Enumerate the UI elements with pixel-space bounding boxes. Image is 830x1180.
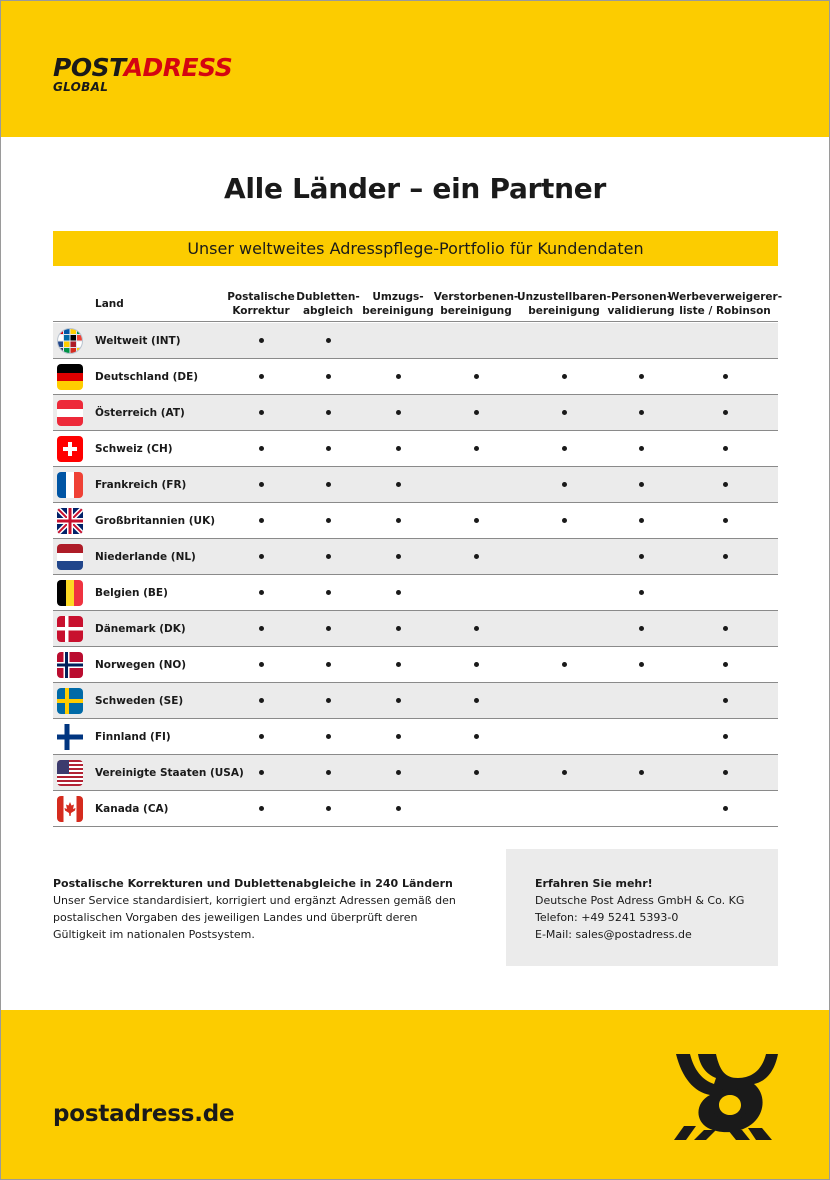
subtitle-banner: Unser weltweites Adresspflege-Portfolio für Kundendaten bbox=[53, 231, 778, 266]
service-available-dot bbox=[626, 575, 656, 610]
service-available-dot bbox=[710, 395, 740, 430]
bullet-icon bbox=[259, 626, 264, 631]
column-header: Personen- validierung bbox=[607, 290, 675, 317]
table-row bbox=[53, 467, 778, 503]
bullet-icon bbox=[639, 374, 644, 379]
service-available-dot bbox=[246, 503, 276, 538]
table-row bbox=[53, 611, 778, 647]
service-available-dot bbox=[246, 683, 276, 718]
bullet-icon bbox=[562, 374, 567, 379]
service-available-dot bbox=[383, 755, 413, 790]
service-available-dot bbox=[549, 467, 579, 502]
bullet-icon bbox=[259, 590, 264, 595]
service-available-dot bbox=[383, 467, 413, 502]
column-header: Postalische Korrektur bbox=[227, 290, 295, 317]
footnote-body: Unser Service standardisiert, korrigiert und ergänzt Adressen gemäß den postalischen Vorgaben des jeweiligen Landes und überprüft deren Gültigkeit im nationalen Postsystem. bbox=[53, 894, 456, 941]
table-row bbox=[53, 719, 778, 755]
bullet-icon bbox=[259, 698, 264, 703]
service-available-dot bbox=[383, 611, 413, 646]
service-available-dot bbox=[549, 395, 579, 430]
flag-de-icon bbox=[57, 364, 83, 390]
bullet-icon bbox=[396, 518, 401, 523]
bullet-icon bbox=[326, 410, 331, 415]
country-name: Vereinigte Staaten (USA) bbox=[95, 766, 244, 779]
service-available-dot bbox=[383, 719, 413, 754]
bullet-icon bbox=[326, 590, 331, 595]
bullet-icon bbox=[562, 482, 567, 487]
bullet-icon bbox=[396, 662, 401, 667]
bullet-icon bbox=[396, 482, 401, 487]
service-available-dot bbox=[549, 359, 579, 394]
column-header: Werbeverweigerer- liste / Robinson bbox=[667, 290, 783, 317]
bullet-icon bbox=[396, 410, 401, 415]
flag-usa-icon bbox=[57, 760, 83, 786]
bullet-icon bbox=[326, 698, 331, 703]
service-available-dot bbox=[710, 539, 740, 574]
bullet-icon bbox=[562, 518, 567, 523]
service-available-dot bbox=[461, 683, 491, 718]
country-name: Weltweit (INT) bbox=[95, 334, 181, 347]
country-name: Frankreich (FR) bbox=[95, 478, 187, 491]
service-available-dot bbox=[710, 359, 740, 394]
service-available-dot bbox=[549, 503, 579, 538]
service-available-dot bbox=[246, 647, 276, 682]
bullet-icon bbox=[639, 662, 644, 667]
bullet-icon bbox=[562, 446, 567, 451]
bullet-icon bbox=[396, 446, 401, 451]
flag-ca-icon bbox=[57, 796, 83, 822]
column-header: Verstorbenen- bereinigung bbox=[433, 290, 519, 317]
table-row bbox=[53, 359, 778, 395]
bullet-icon bbox=[259, 734, 264, 739]
service-available-dot bbox=[383, 359, 413, 394]
bullet-icon bbox=[326, 806, 331, 811]
bullet-icon bbox=[474, 446, 479, 451]
service-available-dot bbox=[549, 647, 579, 682]
service-available-dot bbox=[246, 323, 276, 358]
country-name: Finnland (FI) bbox=[95, 730, 171, 743]
bullet-icon bbox=[259, 806, 264, 811]
bullet-icon bbox=[723, 554, 728, 559]
flag-fr-icon bbox=[57, 472, 83, 498]
country-name: Dänemark (DK) bbox=[95, 622, 186, 635]
table-row bbox=[53, 683, 778, 719]
service-available-dot bbox=[461, 503, 491, 538]
bullet-icon bbox=[639, 446, 644, 451]
service-available-dot bbox=[313, 503, 343, 538]
bullet-icon bbox=[639, 590, 644, 595]
bullet-icon bbox=[723, 806, 728, 811]
bullet-icon bbox=[326, 446, 331, 451]
bullet-icon bbox=[474, 374, 479, 379]
bullet-icon bbox=[639, 410, 644, 415]
table-row bbox=[53, 791, 778, 827]
bullet-icon bbox=[396, 590, 401, 595]
country-name: Niederlande (NL) bbox=[95, 550, 196, 563]
bullet-icon bbox=[396, 698, 401, 703]
table-row bbox=[53, 539, 778, 575]
service-available-dot bbox=[383, 503, 413, 538]
contact-phone: Telefon: +49 5241 5393-0 bbox=[535, 911, 679, 924]
bullet-icon bbox=[562, 410, 567, 415]
table-row bbox=[53, 323, 778, 359]
service-available-dot bbox=[383, 647, 413, 682]
contact-title: Erfahren Sie mehr! bbox=[535, 877, 653, 890]
contact-email: E-Mail: sales@postadress.de bbox=[535, 928, 692, 941]
country-name: Schweden (SE) bbox=[95, 694, 184, 707]
country-name: Kanada (CA) bbox=[95, 802, 169, 815]
bullet-icon bbox=[474, 410, 479, 415]
service-available-dot bbox=[383, 431, 413, 466]
bullet-icon bbox=[723, 626, 728, 631]
service-available-dot bbox=[246, 359, 276, 394]
service-available-dot bbox=[710, 503, 740, 538]
bullet-icon bbox=[474, 662, 479, 667]
bullet-icon bbox=[723, 770, 728, 775]
service-available-dot bbox=[461, 611, 491, 646]
table-header bbox=[53, 286, 783, 322]
service-available-dot bbox=[710, 683, 740, 718]
page-title: Alle Länder – ein Partner bbox=[224, 172, 606, 205]
service-available-dot bbox=[626, 395, 656, 430]
service-available-dot bbox=[313, 575, 343, 610]
bullet-icon bbox=[723, 662, 728, 667]
contact-box bbox=[506, 849, 778, 966]
service-available-dot bbox=[313, 719, 343, 754]
bullet-icon bbox=[396, 626, 401, 631]
service-available-dot bbox=[313, 647, 343, 682]
footnote bbox=[53, 875, 473, 943]
bullet-icon bbox=[326, 374, 331, 379]
country-table bbox=[53, 323, 778, 827]
bullet-icon bbox=[723, 698, 728, 703]
service-available-dot bbox=[313, 791, 343, 826]
service-available-dot bbox=[383, 683, 413, 718]
service-available-dot bbox=[383, 575, 413, 610]
bullet-icon bbox=[259, 518, 264, 523]
service-available-dot bbox=[626, 467, 656, 502]
postadress-global-logo: POSTADRESS GLOBAL bbox=[53, 53, 233, 94]
bullet-icon bbox=[326, 518, 331, 523]
service-available-dot bbox=[313, 431, 343, 466]
country-name: Belgien (BE) bbox=[95, 586, 168, 599]
bullet-icon bbox=[639, 770, 644, 775]
service-available-dot bbox=[246, 539, 276, 574]
service-available-dot bbox=[313, 683, 343, 718]
flag-nl-icon bbox=[57, 544, 83, 570]
bullet-icon bbox=[259, 554, 264, 559]
bullet-icon bbox=[723, 734, 728, 739]
service-available-dot bbox=[710, 647, 740, 682]
flag-uk-icon bbox=[57, 508, 83, 534]
service-available-dot bbox=[383, 395, 413, 430]
service-available-dot bbox=[313, 359, 343, 394]
service-available-dot bbox=[313, 611, 343, 646]
column-header: Unzustellbaren- bereinigung bbox=[517, 290, 611, 317]
bullet-icon bbox=[259, 482, 264, 487]
bullet-icon bbox=[723, 518, 728, 523]
service-available-dot bbox=[313, 323, 343, 358]
country-name: Deutschland (DE) bbox=[95, 370, 199, 383]
bullet-icon bbox=[396, 770, 401, 775]
website-url: postadress.de bbox=[53, 1101, 235, 1127]
service-available-dot bbox=[461, 431, 491, 466]
service-available-dot bbox=[246, 755, 276, 790]
service-available-dot bbox=[710, 755, 740, 790]
table-row bbox=[53, 395, 778, 431]
service-available-dot bbox=[461, 647, 491, 682]
service-available-dot bbox=[626, 503, 656, 538]
contact-company: Deutsche Post Adress GmbH & Co. KG bbox=[535, 894, 745, 907]
bullet-icon bbox=[326, 770, 331, 775]
service-available-dot bbox=[626, 755, 656, 790]
service-available-dot bbox=[246, 467, 276, 502]
service-available-dot bbox=[710, 719, 740, 754]
service-available-dot bbox=[246, 431, 276, 466]
bullet-icon bbox=[326, 338, 331, 343]
service-available-dot bbox=[626, 611, 656, 646]
column-header: Dubletten- abgleich bbox=[296, 290, 360, 317]
bullet-icon bbox=[326, 554, 331, 559]
table-row bbox=[53, 575, 778, 611]
bullet-icon bbox=[639, 518, 644, 523]
service-available-dot bbox=[461, 719, 491, 754]
table-row bbox=[53, 431, 778, 467]
bullet-icon bbox=[562, 770, 567, 775]
service-available-dot bbox=[313, 539, 343, 574]
bullet-icon bbox=[259, 662, 264, 667]
service-available-dot bbox=[710, 467, 740, 502]
bullet-icon bbox=[639, 626, 644, 631]
bullet-icon bbox=[474, 554, 479, 559]
bullet-icon bbox=[562, 662, 567, 667]
country-name: Schweiz (CH) bbox=[95, 442, 173, 455]
service-available-dot bbox=[549, 755, 579, 790]
flag-no-icon bbox=[57, 652, 83, 678]
flag-se-icon bbox=[57, 688, 83, 714]
service-available-dot bbox=[246, 575, 276, 610]
table-row bbox=[53, 503, 778, 539]
service-available-dot bbox=[461, 359, 491, 394]
bullet-icon bbox=[723, 374, 728, 379]
country-name: Großbritannien (UK) bbox=[95, 514, 216, 527]
country-name: Norwegen (NO) bbox=[95, 658, 187, 671]
bullet-icon bbox=[474, 734, 479, 739]
service-available-dot bbox=[549, 431, 579, 466]
bullet-icon bbox=[326, 626, 331, 631]
column-header: Umzugs- bereinigung bbox=[362, 290, 434, 317]
bullet-icon bbox=[259, 770, 264, 775]
service-available-dot bbox=[246, 791, 276, 826]
service-available-dot bbox=[246, 611, 276, 646]
posthorn-icon bbox=[670, 1048, 782, 1142]
bullet-icon bbox=[396, 734, 401, 739]
service-available-dot bbox=[383, 539, 413, 574]
flag-be-icon bbox=[57, 580, 83, 606]
bullet-icon bbox=[723, 482, 728, 487]
service-available-dot bbox=[626, 359, 656, 394]
bullet-icon bbox=[259, 338, 264, 343]
service-available-dot bbox=[461, 539, 491, 574]
bullet-icon bbox=[259, 410, 264, 415]
bullet-icon bbox=[259, 446, 264, 451]
table-row bbox=[53, 755, 778, 791]
bullet-icon bbox=[723, 410, 728, 415]
bullet-icon bbox=[723, 446, 728, 451]
bullet-icon bbox=[474, 770, 479, 775]
bullet-icon bbox=[396, 374, 401, 379]
service-available-dot bbox=[246, 395, 276, 430]
bullet-icon bbox=[326, 482, 331, 487]
service-available-dot bbox=[626, 431, 656, 466]
service-available-dot bbox=[246, 719, 276, 754]
service-available-dot bbox=[313, 755, 343, 790]
flag-fi-icon bbox=[57, 724, 83, 750]
country-name: Österreich (AT) bbox=[95, 406, 185, 419]
bullet-icon bbox=[396, 806, 401, 811]
table-row bbox=[53, 647, 778, 683]
service-available-dot bbox=[461, 755, 491, 790]
bullet-icon bbox=[474, 626, 479, 631]
bullet-icon bbox=[259, 374, 264, 379]
service-available-dot bbox=[710, 431, 740, 466]
column-header-land: Land bbox=[95, 297, 124, 310]
service-available-dot bbox=[710, 791, 740, 826]
bullet-icon bbox=[396, 554, 401, 559]
bullet-icon bbox=[474, 518, 479, 523]
bullet-icon bbox=[326, 734, 331, 739]
bullet-icon bbox=[639, 482, 644, 487]
bullet-icon bbox=[639, 554, 644, 559]
service-available-dot bbox=[710, 611, 740, 646]
bullet-icon bbox=[326, 662, 331, 667]
service-available-dot bbox=[461, 395, 491, 430]
bullet-icon bbox=[474, 698, 479, 703]
service-available-dot bbox=[313, 467, 343, 502]
service-available-dot bbox=[626, 539, 656, 574]
service-available-dot bbox=[383, 791, 413, 826]
service-available-dot bbox=[313, 395, 343, 430]
service-available-dot bbox=[626, 647, 656, 682]
footnote-title: Postalische Korrekturen und Dublettenabgleiche in 240 Ländern bbox=[53, 877, 453, 890]
flag-int-icon bbox=[57, 328, 83, 354]
flag-at-icon bbox=[57, 400, 83, 426]
flag-ch-icon bbox=[57, 436, 83, 462]
flag-dk-icon bbox=[57, 616, 83, 642]
